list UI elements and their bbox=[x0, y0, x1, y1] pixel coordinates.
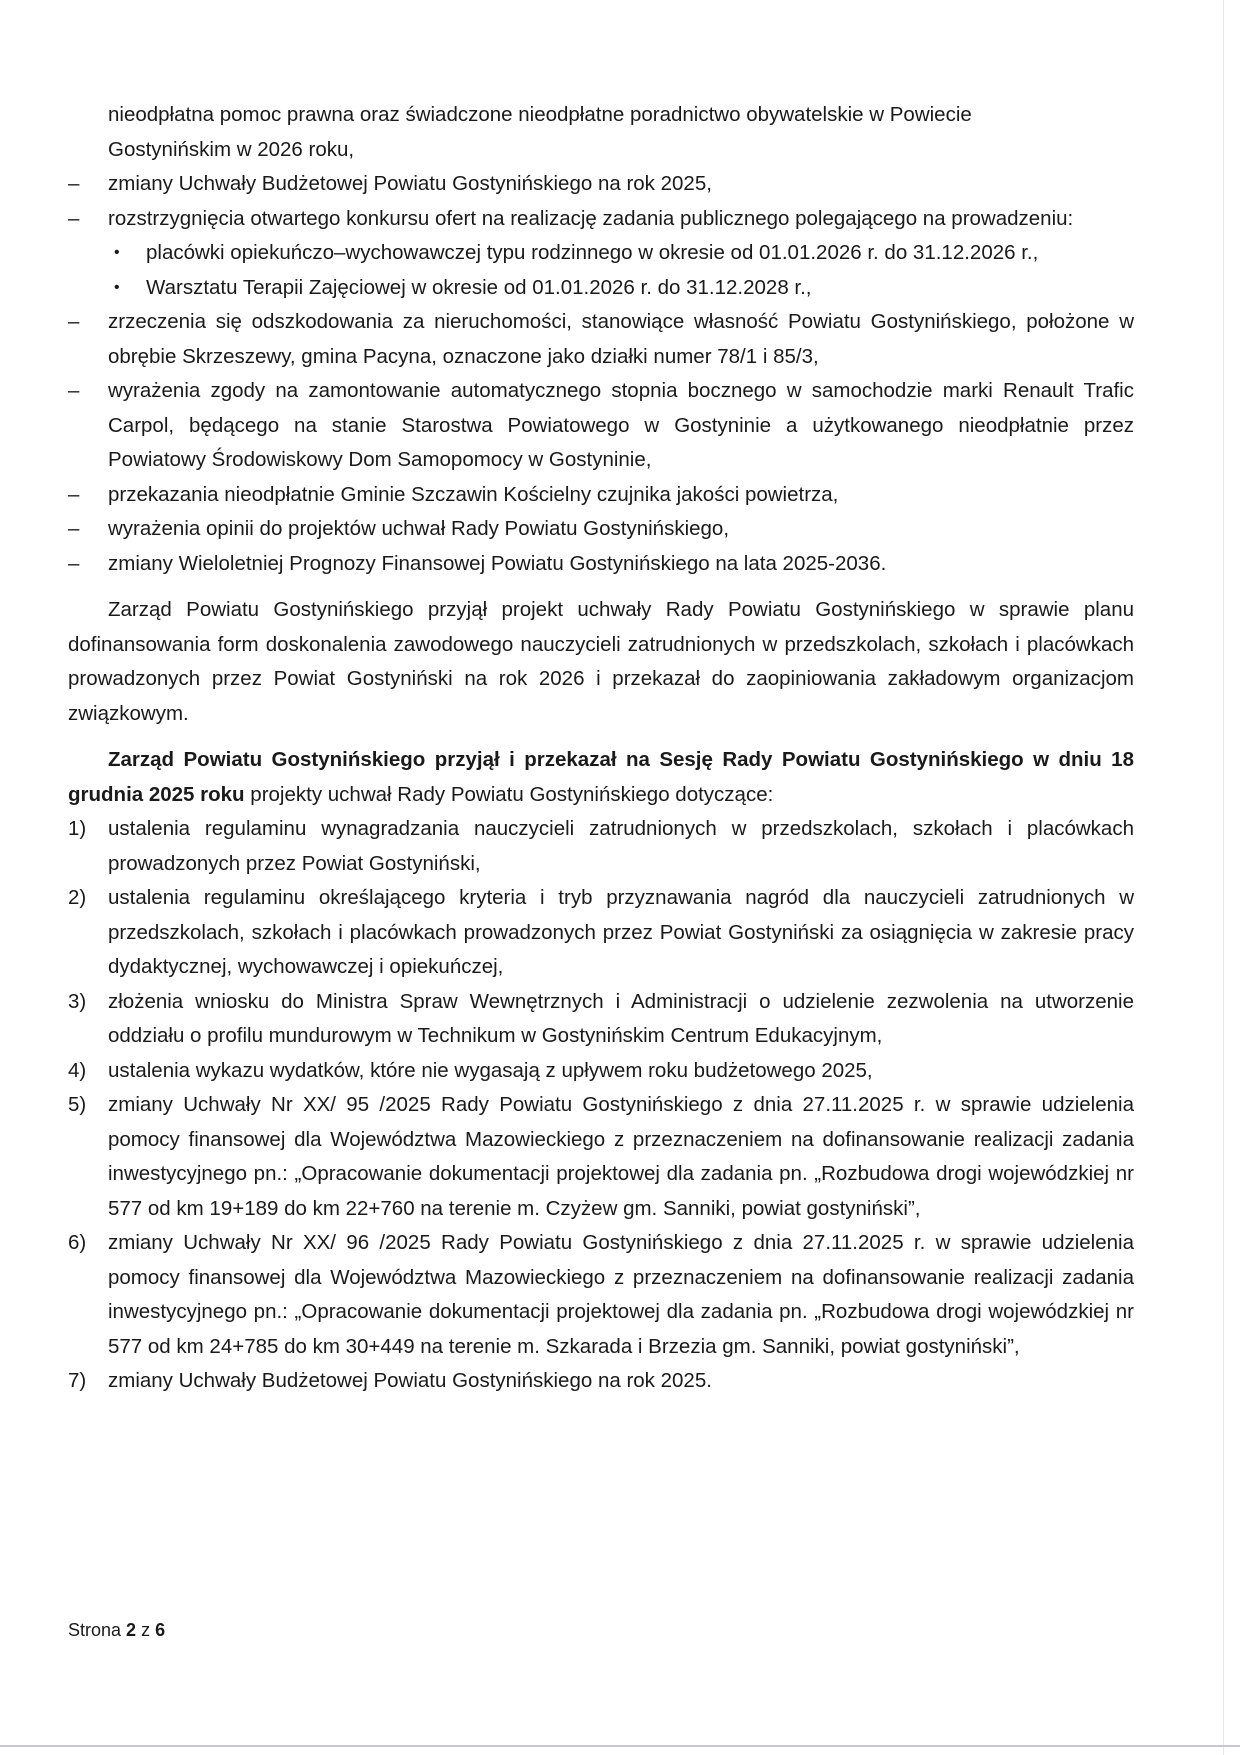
dash-marker: – bbox=[68, 172, 80, 195]
dash-marker: – bbox=[68, 206, 80, 230]
list-item bbox=[68, 478, 1134, 513]
bullet-icon: • bbox=[114, 244, 120, 261]
numbered-item bbox=[68, 1054, 1134, 1089]
sub-list-item bbox=[68, 271, 1134, 306]
list-item-text: wyrażenia opinii do projektów uchwał Rady Powiatu Gostynińskiego, bbox=[108, 517, 730, 540]
dash-marker: – bbox=[68, 517, 80, 540]
page-footer bbox=[68, 1620, 165, 1641]
intro-line-2: Gostynińskim w 2026 roku, bbox=[108, 137, 355, 161]
sub-list-item-text: Warsztatu Terapii Zajęciowej w okresie od 01.01.2026 r. do 31.12.2028 r., bbox=[146, 275, 812, 299]
intro-continuation bbox=[68, 98, 1134, 167]
item-number: 4) bbox=[68, 1058, 87, 1082]
list-item bbox=[68, 512, 1134, 547]
footer-page-number: 2 bbox=[126, 1620, 137, 1640]
numbered-item bbox=[68, 985, 1134, 1054]
numbered-item-text: złożenia wniosku do Ministra Spraw Wewnętrznych i Administracji o udzielenie zezwolenia na utworzenie oddziału o profilu mundurowym w Technikum w Gostynińskim Centrum Edukacyjnym, bbox=[108, 989, 1134, 1047]
list-item bbox=[68, 374, 1134, 478]
numbered-item-text: ustalenia regulaminu określającego kryteria i tryb przyznawania nagród dla nauczycieli zatrudnionych w przedszkolach, szkołach i placówkach prowadzonych przez Powiat Gostyniński za osiągnięcia w zakresie pracy dydaktycznej, wychowawczej i opiekuńczej, bbox=[108, 886, 1134, 978]
numbered-item-text: ustalenia wykazu wydatków, które nie wygasają z upływem roku budżetowego 2025, bbox=[108, 1058, 873, 1082]
sub-list-item-text: placówki opiekuńczo–wychowawczej typu rodzinnego w okresie od 01.01.2026 r. do 31.12.2026 r., bbox=[146, 241, 1039, 264]
numbered-item-text: zmiany Uchwały Budżetowej Powiatu Gostynińskiego na rok 2025. bbox=[108, 1369, 712, 1392]
paragraph-2-normal: projekty uchwał Rady Powiatu Gostynińskiego dotyczące: bbox=[244, 782, 774, 806]
numbered-item bbox=[68, 812, 1134, 881]
footer-prefix: Strona bbox=[68, 1620, 127, 1640]
list-item bbox=[68, 202, 1134, 237]
list-item bbox=[68, 167, 1134, 202]
numbered-item bbox=[68, 1226, 1134, 1364]
numbered-item bbox=[68, 1364, 1134, 1399]
item-number: 1) bbox=[68, 817, 87, 840]
list-item-text: przekazania nieodpłatnie Gminie Szczawin Kościelny czujnika jakości powietrza, bbox=[108, 482, 839, 506]
dash-marker: – bbox=[68, 379, 80, 402]
list-item bbox=[68, 305, 1134, 374]
footer-total-pages: 6 bbox=[155, 1620, 166, 1640]
list-item-text: wyrażenia zgody na zamontowanie automatycznego stopnia bocznego w samochodzie marki Renault Trafic Carpol, będącego na stanie Starostwa Powiatowego w Gostyninie a użytkowanego nieodpłatnie przez Powiatowy Środowiskowy Dom Samopomocy w Gostyninie, bbox=[108, 379, 1134, 471]
dash-marker: – bbox=[68, 482, 80, 506]
list-item-text: zmiany Wieloletniej Prognozy Finansowej Powiatu Gostynińskiego na lata 2025-2036. bbox=[108, 551, 887, 575]
item-number: 5) bbox=[68, 1093, 87, 1116]
item-number: 3) bbox=[68, 989, 87, 1013]
footer-middle: z bbox=[136, 1620, 156, 1640]
item-number: 2) bbox=[68, 886, 87, 909]
numbered-item-text: zmiany Uchwały Nr XX/ 96 /2025 Rady Powiatu Gostynińskiego z dnia 27.11.2025 r. w sprawie udzielenia pomocy finansowej dla Województwa Mazowieckiego z przeznaczeniem na dofinansowanie realizacji zadania inwestycyjnego pn.: „Opracowanie dokumentacji projektowej dla zadania pn. „Rozbudowa drogi wojewódzkiej nr 577 od km 24+785 do km 30+449 na terenie m. Szkarada i Brzezia gm. Sanniki, powiat gostyniński”, bbox=[108, 1231, 1134, 1358]
item-number: 6) bbox=[68, 1231, 87, 1254]
list-item-text: zmiany Uchwały Budżetowej Powiatu Gostynińskiego na rok 2025, bbox=[108, 172, 712, 195]
numbered-item-text: ustalenia regulaminu wynagradzania nauczycieli zatrudnionych w przedszkolach, szkołach i placówkach prowadzonych przez Powiat Gostyniński, bbox=[108, 817, 1134, 875]
paragraph-2-bold: Zarząd Powiatu Gostynińskiego przyjął i przekazał na Sesję Rady Powiatu Gostynińskiego w dniu 18 grudnia 2025 roku bbox=[68, 748, 1134, 806]
list-item-text: zrzeczenia się odszkodowania za nieruchomości, stanowiące własność Powiatu Gostynińskiego, położone w obrębie Skrzeszewy, gmina Pacyna, oznaczone jako działki numer 78/1 i 85/3, bbox=[108, 310, 1134, 368]
numbered-item bbox=[68, 881, 1134, 985]
paragraph-1: Zarząd Powiatu Gostynińskiego przyjął projekt uchwały Rady Powiatu Gostynińskiego w sprawie planu dofinansowania form doskonalenia zawodowego nauczycieli zatrudnionych w przedszkolach, szkołach i placówkach prowadzonych przez Powiat Gostyniński na rok 2026 i przekazał do zaopiniowania zakładowym organizacjom związkowym. bbox=[68, 598, 1134, 725]
scan-bottom-edge bbox=[0, 1745, 1240, 1747]
intro-line-1: nieodpłatna pomoc prawna oraz świadczone nieodpłatne poradnictwo obywatelskie w Powiecie bbox=[108, 103, 972, 126]
sub-list-item bbox=[68, 236, 1134, 271]
item-number: 7) bbox=[68, 1369, 87, 1392]
document-body bbox=[68, 98, 1134, 1399]
paragraph-2 bbox=[68, 743, 1134, 812]
numbered-item-text: zmiany Uchwały Nr XX/ 95 /2025 Rady Powiatu Gostynińskiego z dnia 27.11.2025 r. w sprawie udzielenia pomocy finansowej dla Województwa Mazowieckiego z przeznaczeniem na dofinansowanie realizacji zadania inwestycyjnego pn.: „Opracowanie dokumentacji projektowej dla zadania pn. „Rozbudowa drogi wojewódzkiej nr 577 od km 19+189 do km 22+760 na terenie m. Czyżew gm. Sanniki, powiat gostyniński”, bbox=[108, 1093, 1134, 1220]
list-item-text: rozstrzygnięcia otwartego konkursu ofert na realizację zadania publicznego polegającego na prowadzeniu: bbox=[108, 206, 1074, 230]
dash-marker: – bbox=[68, 310, 80, 333]
bullet-icon: • bbox=[114, 278, 120, 296]
list-item bbox=[68, 547, 1134, 582]
numbered-item bbox=[68, 1088, 1134, 1226]
dash-marker: – bbox=[68, 551, 80, 575]
scan-edge bbox=[1223, 0, 1224, 1755]
